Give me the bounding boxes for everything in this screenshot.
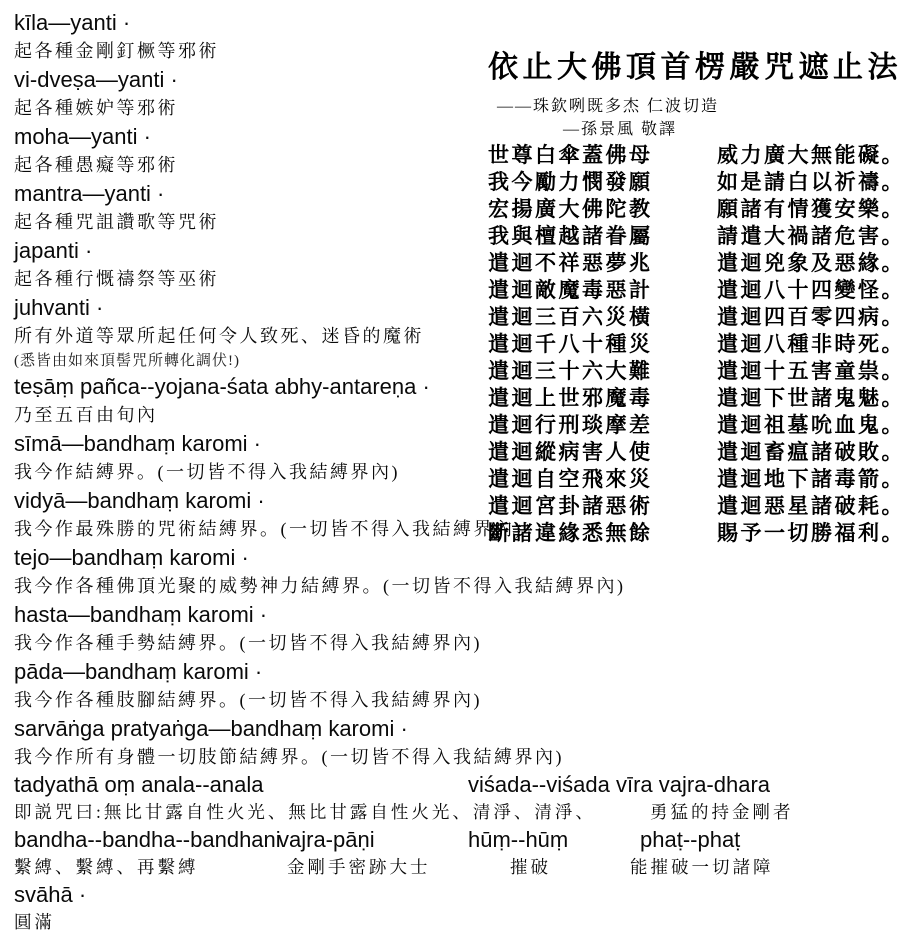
chinese-translation-line: 起各種嫉妒等邪術: [14, 98, 178, 118]
verse-left-halfline: 世尊白傘蓋佛母: [488, 143, 653, 167]
chinese-translation-line: 所有外道等眾所起任何令人致死、迷昏的魔術: [14, 326, 424, 346]
sanskrit-line: tejo—bandhaṃ karomi ·: [14, 545, 249, 570]
author-attribution: ——珠欽咧既多杰 仁波切造: [497, 98, 720, 115]
mantra-chinese-line: [14, 800, 905, 824]
sanskrit-line: sīmā—bandhaṃ karomi ·: [14, 431, 261, 456]
sanskrit-line: japanti ·: [14, 238, 93, 263]
verse-right-halfline: 願諸有情獲安樂。: [717, 197, 905, 221]
verse-row: [488, 385, 905, 412]
mantra-chinese-line: [14, 855, 905, 879]
verse-row: [488, 412, 905, 439]
sanskrit-line: pāda—bandhaṃ karomi ·: [14, 659, 263, 684]
verse-left-halfline: 我今勵力憫發願: [488, 170, 653, 194]
verse-row: [488, 277, 905, 304]
verse-right-halfline: 遣迴八種非時死。: [717, 332, 905, 356]
chinese-translation-line: 乃至五百由旬內: [14, 405, 158, 425]
mantra-gloss-segment: 即説咒曰:無比甘露自性火光、無比甘露自性火光、清淨、清淨、: [14, 802, 596, 822]
verse-right-halfline: 遣迴十五害童祟。: [717, 359, 905, 383]
mantra-segment: tadyathā oṃ anala--anala: [14, 772, 264, 797]
verse-left-halfline: 遣迴縱病害人使: [488, 440, 653, 464]
chinese-translation-line: 我今作各種手勢結縛界。(一切皆不得入我結縛界內): [14, 633, 482, 653]
page-title: 依止大佛頂首楞嚴咒遮止法: [488, 51, 902, 84]
verse-row: [488, 466, 905, 493]
sanskrit-line: vidyā—bandhaṃ karomi ·: [14, 488, 265, 513]
verse-table: [488, 142, 905, 547]
mantra-sanskrit-line: [14, 769, 905, 800]
mantra-section: [14, 769, 905, 934]
verse-right-halfline: 賜予一切勝福利。: [717, 521, 905, 545]
mantra-gloss-segment: 繫縛、繫縛、再繫縛: [14, 857, 199, 877]
mantra-segment: vajra-pāṇi: [278, 827, 375, 852]
verse-row: [488, 223, 905, 250]
sorcery-list-section: [14, 8, 474, 372]
verse-right-halfline: 遣迴祖墓吮血鬼。: [717, 413, 905, 437]
verse-right-halfline: 如是請白以祈禱。: [717, 170, 905, 194]
mantra-sanskrit-line: svāhā ·: [14, 882, 87, 907]
verse-right-halfline: 請遣大禍諸危害。: [717, 224, 905, 248]
mantra-gloss-segment: 金剛手密跡大士: [287, 857, 431, 877]
mantra-chinese-line: 圓滿: [14, 912, 55, 932]
verse-right-halfline: 遣迴畜瘟諸破敗。: [717, 440, 905, 464]
mantra-gloss-segment: 勇猛的持金剛者: [650, 802, 794, 822]
verse-row: [488, 493, 905, 520]
verse-row: [488, 169, 905, 196]
verse-left-halfline: 宏揚廣大佛陀教: [488, 197, 653, 221]
verse-row: [488, 439, 905, 466]
verse-left-halfline: 遣迴千八十種災: [488, 332, 653, 356]
verse-row: [488, 250, 905, 277]
mantra-segment: hūṃ--hūṃ: [468, 827, 569, 852]
mantra-gloss-segment: 摧破: [510, 857, 551, 877]
verse-row: [488, 358, 905, 385]
verse-left-halfline: 遣迴行刑琰摩差: [488, 413, 653, 437]
sanskrit-line: hasta—bandhaṃ karomi ·: [14, 602, 268, 627]
verse-right-halfline: 遣迴八十四變怪。: [717, 278, 905, 302]
verse-left-halfline: 遣迴宮卦諸惡術: [488, 494, 653, 518]
verse-left-halfline: 斷諸違緣悉無餘: [488, 521, 653, 545]
chinese-translation-line: 我今作最殊勝的咒術結縛界。(一切皆不得入我結縛界內): [14, 519, 523, 539]
verse-row: [488, 304, 905, 331]
chinese-translation-line: 起各種金剛釘橛等邪術: [14, 41, 219, 61]
chinese-translation-line: 我今作各種佛頂光聚的威勢神力結縛界。(一切皆不得入我結縛界內): [14, 576, 626, 596]
chinese-translation-line: 我今作各種肢腳結縛界。(一切皆不得入我結縛界內): [14, 690, 482, 710]
verse-right-halfline: 遣迴四百零四病。: [717, 305, 905, 329]
verse-left-halfline: 遣迴敵魔毒惡計: [488, 278, 653, 302]
verse-left-halfline: 遣迴自空飛來災: [488, 467, 653, 491]
chinese-translation-line: 起各種行慨禱祭等巫術: [14, 269, 219, 289]
boundary-range-section: [14, 372, 523, 543]
sanskrit-line: mantra—yanti ·: [14, 181, 165, 206]
sanskrit-line: sarvāṅga pratyaṅga—bandhaṃ karomi ·: [14, 716, 408, 741]
verse-left-halfline: 遣迴三百六災橫: [488, 305, 653, 329]
mantra-sanskrit-line: [14, 824, 905, 855]
verse-row: [488, 331, 905, 358]
verse-right-halfline: 遣迴惡星諸破耗。: [717, 494, 905, 518]
sanskrit-line: vi-dveṣa—yanti ·: [14, 67, 178, 92]
sanskrit-line: teṣāṃ pañca--yojana-śata abhy-antareṇa ·: [14, 374, 430, 399]
verse-right-halfline: 遣迴下世諸鬼魅。: [717, 386, 905, 410]
mantra-gloss-segment: 能摧破一切諸障: [630, 857, 774, 877]
mantra-segment: bandha--bandha--bandhani: [14, 827, 281, 852]
verse-left-halfline: 遣迴不祥惡夢兆: [488, 251, 653, 275]
translator-attribution: —孫景風 敬譯: [563, 121, 678, 138]
verse-right-halfline: 威力廣大無能礙。: [717, 143, 905, 167]
verse-left-halfline: 遣迴上世邪魔毒: [488, 386, 653, 410]
verse-left-halfline: 遣迴三十六大難: [488, 359, 653, 383]
chinese-translation-line: 我今作結縛界。(一切皆不得入我結縛界內): [14, 462, 400, 482]
chinese-translation-line: 起各種咒詛讚歌等咒術: [14, 212, 219, 232]
mantra-segment: viśada--viśada vīra vajra-dhara: [468, 772, 771, 797]
verse-right-halfline: 遣迴地下諸毒箭。: [717, 467, 905, 491]
parenthetical-note: (悉皆由如來頂髻咒所轉化調伏!): [14, 353, 240, 369]
verse-right-halfline: 遣迴兇象及惡緣。: [717, 251, 905, 275]
chinese-translation-line: 我今作所有身體一切肢節結縛界。(一切皆不得入我結縛界內): [14, 747, 564, 767]
verse-row: [488, 196, 905, 223]
sanskrit-line: moha—yanti ·: [14, 124, 151, 149]
verse-row: [488, 520, 905, 547]
chinese-translation-line: 起各種愚癡等邪術: [14, 155, 178, 175]
binding-section: [14, 543, 694, 771]
mantra-segment: phaṭ--phaṭ: [640, 827, 741, 852]
sanskrit-line: juhvanti ·: [14, 295, 104, 320]
verse-row: [488, 142, 905, 169]
sanskrit-line: kīla—yanti ·: [14, 10, 131, 35]
verse-left-halfline: 我與檀越諸眷屬: [488, 224, 653, 248]
